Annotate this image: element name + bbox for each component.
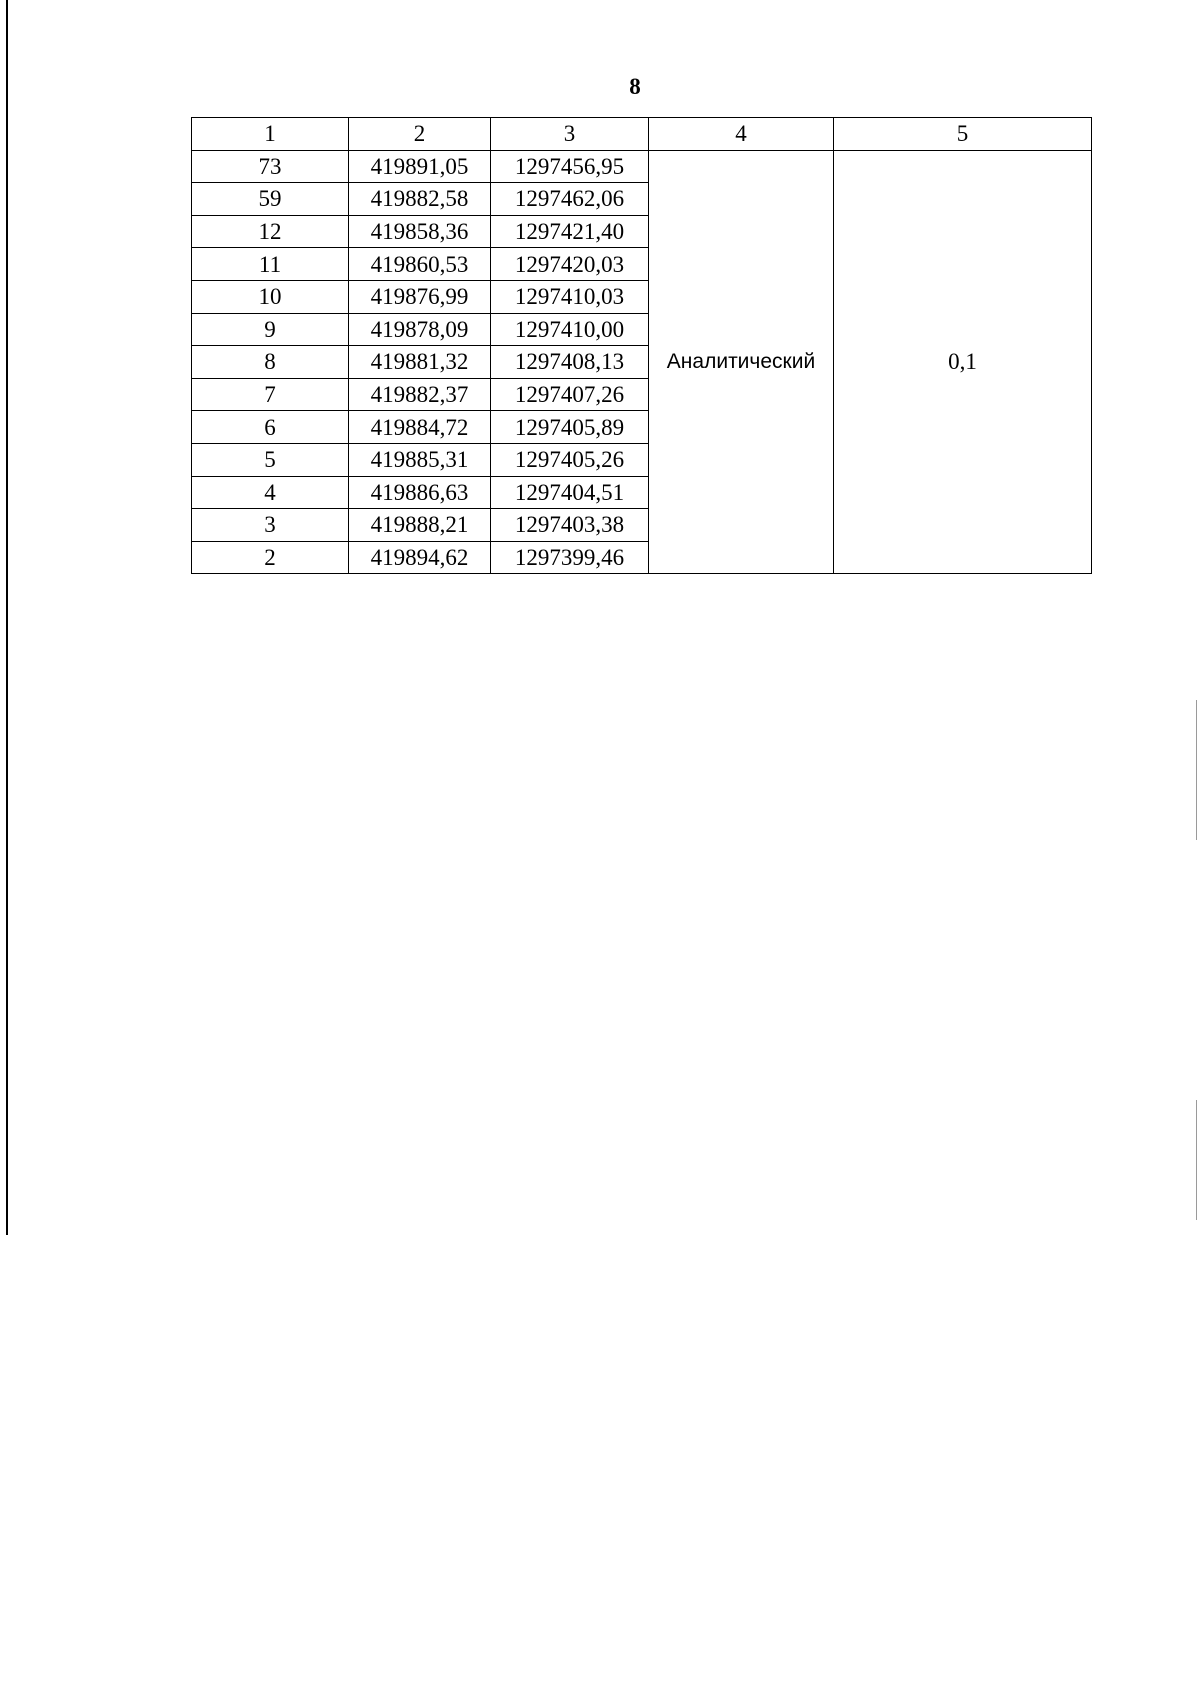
coordinate-x: 419882,58 <box>349 183 491 216</box>
point-number: 10 <box>192 280 349 313</box>
table-header-row <box>192 118 1092 151</box>
coordinate-y: 1297407,26 <box>491 378 649 411</box>
method-cell: Аналитический <box>649 150 834 574</box>
coordinate-y: 1297421,40 <box>491 215 649 248</box>
coordinate-x: 419886,63 <box>349 476 491 509</box>
coordinate-x: 419888,21 <box>349 509 491 542</box>
point-number: 12 <box>192 215 349 248</box>
header-col-1: 1 <box>192 118 349 151</box>
coordinate-x: 419891,05 <box>349 150 491 183</box>
coordinate-x: 419858,36 <box>349 215 491 248</box>
scan-artifact-mark <box>1196 700 1197 840</box>
coordinate-y: 1297420,03 <box>491 248 649 281</box>
coordinate-y: 1297410,00 <box>491 313 649 346</box>
point-number: 2 <box>192 541 349 574</box>
point-number: 4 <box>192 476 349 509</box>
point-number: 11 <box>192 248 349 281</box>
coordinate-x: 419894,62 <box>349 541 491 574</box>
coordinate-y: 1297408,13 <box>491 346 649 379</box>
coordinate-y: 1297404,51 <box>491 476 649 509</box>
coordinate-y: 1297405,26 <box>491 443 649 476</box>
coordinate-x: 419878,09 <box>349 313 491 346</box>
point-number: 3 <box>192 509 349 542</box>
page-number: 8 <box>629 74 641 99</box>
coordinate-x: 419884,72 <box>349 411 491 444</box>
header-col-2: 2 <box>349 118 491 151</box>
scan-artifact-mark <box>1196 1100 1197 1220</box>
point-number: 73 <box>192 150 349 183</box>
header-col-3: 3 <box>491 118 649 151</box>
header-col-4: 4 <box>649 118 834 151</box>
coordinates-table <box>191 117 1092 574</box>
coordinate-x: 419860,53 <box>349 248 491 281</box>
coordinate-x: 419882,37 <box>349 378 491 411</box>
header-col-5: 5 <box>834 118 1092 151</box>
point-number: 59 <box>192 183 349 216</box>
scan-edge-line <box>6 0 8 1235</box>
point-number: 8 <box>192 346 349 379</box>
coordinate-y: 1297405,89 <box>491 411 649 444</box>
point-number: 6 <box>192 411 349 444</box>
coordinate-x: 419876,99 <box>349 280 491 313</box>
table-row <box>192 150 1092 183</box>
coordinate-x: 419881,32 <box>349 346 491 379</box>
point-number: 9 <box>192 313 349 346</box>
point-number: 7 <box>192 378 349 411</box>
accuracy-cell: 0,1 <box>834 150 1092 574</box>
coordinate-y: 1297410,03 <box>491 280 649 313</box>
coordinate-y: 1297403,38 <box>491 509 649 542</box>
coordinate-x: 419885,31 <box>349 443 491 476</box>
point-number: 5 <box>192 443 349 476</box>
coordinate-y: 1297462,06 <box>491 183 649 216</box>
coordinate-y: 1297399,46 <box>491 541 649 574</box>
coordinate-y: 1297456,95 <box>491 150 649 183</box>
